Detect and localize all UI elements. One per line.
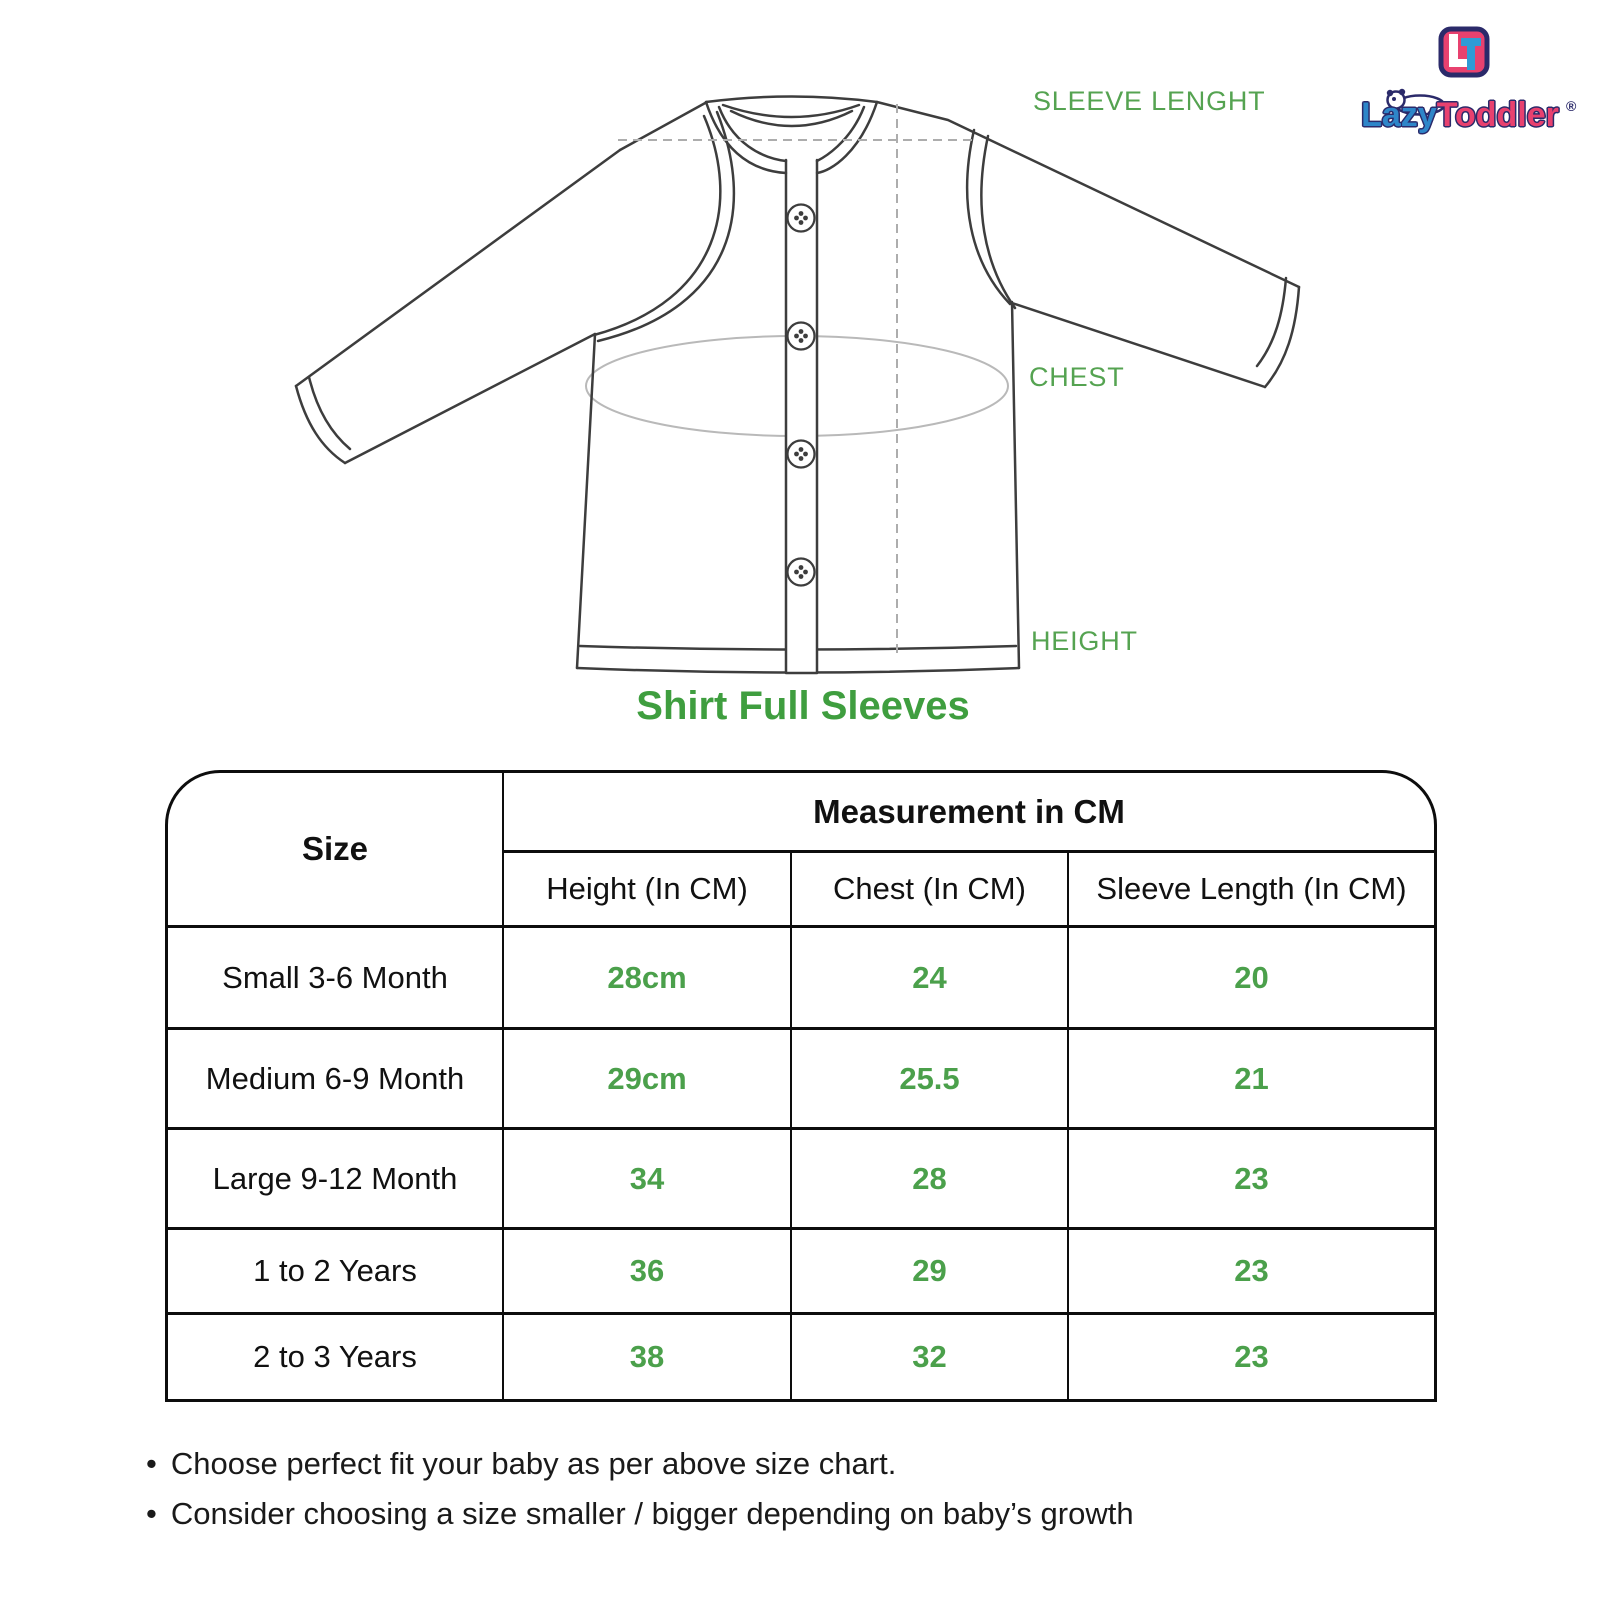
brand-wordmark-toddler: Toddler — [1436, 96, 1559, 134]
note-line — [146, 1496, 1134, 1532]
row-chest-value: 29 — [792, 1230, 1069, 1315]
row-height-value: 34 — [504, 1130, 792, 1230]
size-column-header: Size — [168, 773, 504, 928]
row-sleeve-value: 21 — [1069, 1030, 1434, 1130]
col-header-chest: Chest (In CM) — [792, 853, 1069, 928]
button-2 — [788, 323, 815, 350]
row-height-value: 29cm — [504, 1030, 792, 1130]
row-size-label: Large 9-12 Month — [168, 1130, 504, 1230]
brand-lt-icon — [1438, 26, 1490, 78]
row-sleeve-value: 23 — [1069, 1130, 1434, 1230]
row-sleeve-value: 20 — [1069, 928, 1434, 1030]
row-height-value: 38 — [504, 1315, 792, 1399]
row-chest-value: 25.5 — [792, 1030, 1069, 1130]
chest-label: CHEST — [1029, 362, 1125, 392]
registered-trademark-symbol: ® — [1566, 98, 1577, 114]
button-4 — [788, 559, 815, 586]
row-chest-value: 32 — [792, 1315, 1069, 1399]
height-label: HEIGHT — [1031, 626, 1138, 656]
row-size-label: Small 3-6 Month — [168, 928, 504, 1030]
row-chest-value: 28 — [792, 1130, 1069, 1230]
button-1 — [788, 205, 815, 232]
diagram-title: Shirt Full Sleeves — [636, 684, 970, 728]
bullet-icon: • — [146, 1496, 157, 1531]
row-sleeve-value: 23 — [1069, 1230, 1434, 1315]
row-size-label: 1 to 2 Years — [168, 1230, 504, 1315]
row-size-label: Medium 6-9 Month — [168, 1030, 504, 1130]
note-line — [146, 1446, 896, 1482]
bullet-icon: • — [146, 1446, 157, 1481]
sleeve-length-label: SLEEVE LENGHT — [1033, 86, 1266, 116]
brand-wordmark — [1348, 96, 1572, 135]
note-text: Choose perfect fit your baby as per above size chart. — [170, 1446, 897, 1481]
row-size-label: 2 to 3 Years — [168, 1315, 504, 1399]
row-height-value: 36 — [504, 1230, 792, 1315]
row-sleeve-value: 23 — [1234, 1339, 1269, 1374]
button-3 — [788, 441, 815, 468]
size-table — [165, 770, 1437, 1402]
col-header-sleeve: Sleeve Length (In CM) — [1069, 853, 1434, 928]
measurement-header: Measurement in CM — [504, 773, 1434, 853]
brand-wordmark-lazy: Lazy — [1361, 96, 1437, 134]
col-header-height: Height (In CM) — [504, 853, 792, 928]
note-text: Consider choosing a size smaller / bigger depending on baby’s growth — [170, 1496, 1134, 1531]
row-height-value: 28cm — [504, 928, 792, 1030]
row-chest-value: 24 — [792, 928, 1069, 1030]
